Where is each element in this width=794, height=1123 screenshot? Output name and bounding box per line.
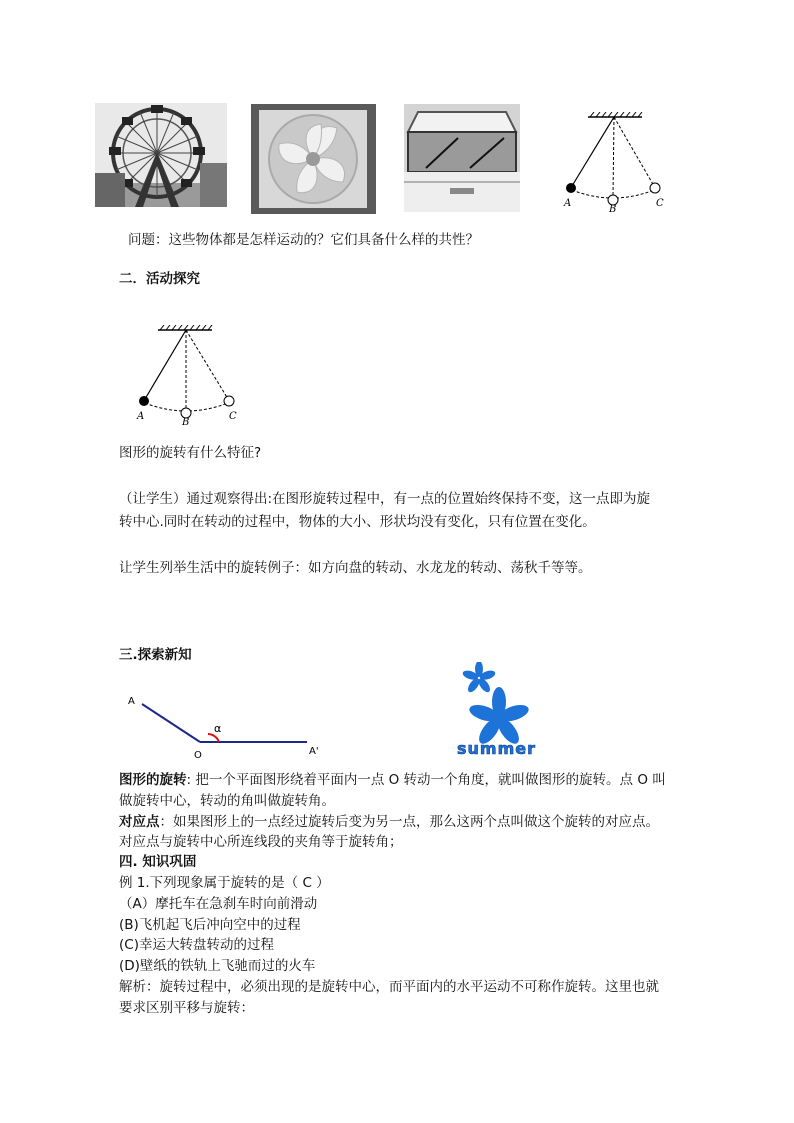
pendulum-label-c: C	[656, 198, 664, 209]
definition-corresponding-term: 对应点	[119, 814, 160, 830]
section4-title: 四. 知识巩固	[119, 854, 197, 870]
section3-title: 三.探索新知	[119, 647, 192, 663]
ferris-wheel-photo	[95, 103, 227, 207]
angle-label-o: O	[194, 750, 202, 761]
summer-logo	[455, 662, 567, 758]
windshield-wiper-photo	[404, 104, 520, 212]
pendulum-diagram-top	[560, 112, 675, 212]
section2-examples: 让学生列举生活中的旋转例子：如方向盘的转动、水龙龙的转动、荡秋千等等。	[119, 560, 592, 576]
definition-corresponding-text: ：如果图形上的一点经过旋转后变为另一点，那么这两个点叫做这个旋转的对应点。	[159, 814, 659, 830]
definition-rotation-line1	[119, 770, 666, 790]
rotation-angle-diagram	[122, 690, 327, 762]
definition-rotation-term: 图形的旋转	[119, 772, 187, 788]
example-question: 例 1.下列现象属于旋转的是（ C ）	[119, 875, 330, 891]
definition-corresponding-line2: 对应点与旋转中心所连线段的夹角等于旋转角；	[119, 834, 403, 850]
analysis-line1: 解析：旋转过程中，必须出现的是旋转中心，而平面内的水平运动不可称作旋转。这里也就	[119, 979, 659, 995]
option-d: (D)壁纸的铁轨上飞驰而过的火车	[119, 958, 316, 974]
section2-paragraph-line2: 转中心.同时在转动的过程中，物体的大小、形状均没有变化，只有位置在变化。	[119, 514, 596, 530]
summer-logo-text: summer	[457, 739, 536, 758]
definition-rotation-text: : 把一个平面图形绕着平面内一点 O 转动一个角度，就叫做图形的旋转。点 O 叫	[186, 772, 666, 788]
exhaust-fan-photo	[251, 104, 376, 214]
definition-corresponding-line1	[119, 812, 659, 832]
section2-paragraph-line1: （让学生）通过观察得出:在图形旋转过程中，有一点的位置始终保持不变，这一点即为旋	[119, 491, 651, 507]
pendulum-label-a: A	[564, 198, 572, 209]
angle-label-a-prime: A'	[309, 746, 319, 757]
option-b: (B)飞机起飞后冲向空中的过程	[119, 917, 301, 933]
option-a: （A）摩托车在急刹车时向前滑动	[119, 896, 318, 912]
angle-label-a: A	[128, 696, 135, 707]
section2-title: 二．活动探究	[119, 271, 200, 287]
section2-question: 图形的旋转有什么特征?	[119, 445, 262, 461]
pendulum-diagram	[130, 325, 245, 425]
definition-rotation-line2: 做旋转中心，转动的角叫做旋转角。	[119, 793, 335, 809]
analysis-line2: 要求区别平移与旋转：	[119, 1000, 254, 1016]
option-c: (C)幸运大转盘转动的过程	[119, 937, 274, 953]
angle-label-alpha: α	[214, 722, 222, 735]
pendulum-label-a: A	[137, 411, 145, 422]
pendulum-label-b: B	[182, 417, 190, 425]
pendulum-label-b: B	[609, 204, 617, 212]
pendulum-label-c: C	[229, 411, 237, 422]
question-text: 问题：这些物体都是怎样运动的？它们具备什么样的共性？	[128, 232, 479, 248]
